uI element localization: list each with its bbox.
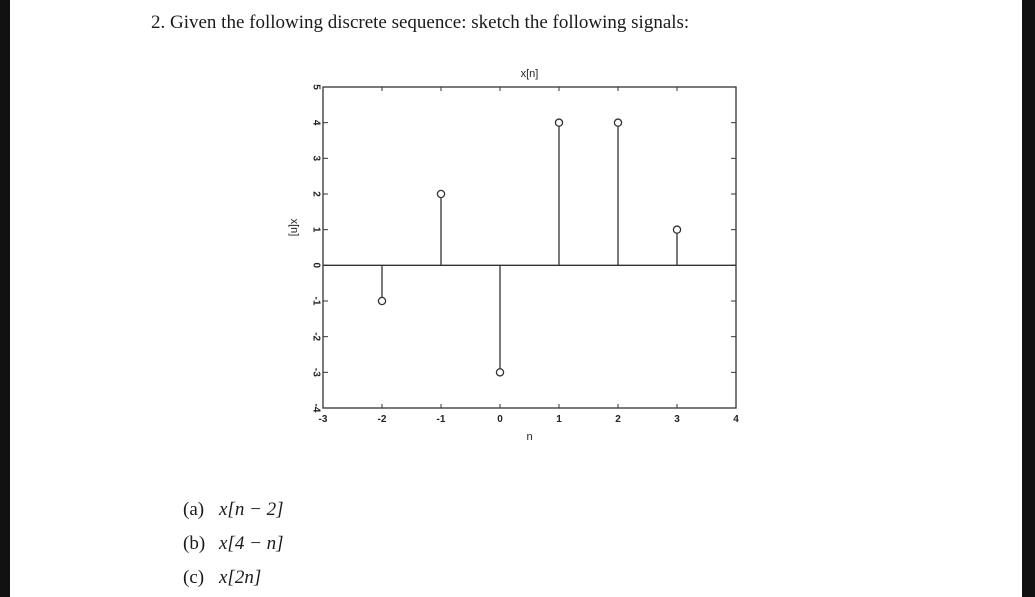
- part-b-mark: (b): [183, 533, 206, 554]
- y-tick-label: -3: [310, 367, 322, 377]
- part-a-expr: x[n − 2]: [219, 499, 284, 520]
- y-tick-label: 5: [310, 84, 322, 90]
- question-text: 2. Given the following discrete sequence: sketch the following signals:: [151, 12, 690, 33]
- y-tick-label: 4: [310, 119, 322, 126]
- y-tick-label: -4: [310, 403, 322, 413]
- part-b: [183, 527, 284, 561]
- chart-title: x[n]: [520, 68, 539, 80]
- plot-frame: [323, 87, 736, 408]
- part-a-mark: (a): [183, 499, 205, 520]
- stem-marker: [673, 226, 680, 233]
- part-c-mark: (c): [183, 567, 205, 588]
- stem-marker: [437, 190, 444, 197]
- y-axis-label: x[n]: [288, 218, 300, 237]
- part-c: [183, 561, 284, 595]
- x-tick-label: -2: [377, 414, 387, 425]
- y-tick-label: 3: [310, 155, 322, 162]
- x-tick-label: -3: [318, 414, 328, 425]
- stem-marker: [555, 119, 562, 126]
- x-tick-label: -1: [436, 414, 446, 425]
- y-tick-label: 0: [310, 262, 322, 269]
- y-tick-label: 2: [310, 191, 322, 197]
- stem-marker: [378, 297, 385, 304]
- x-tick-label: 3: [674, 414, 680, 425]
- stem-marker: [614, 119, 621, 126]
- y-tick-label: -2: [310, 332, 322, 342]
- part-b-expr: x[4 − n]: [219, 533, 284, 554]
- stem-marker: [496, 369, 503, 376]
- parts-list: [183, 493, 284, 595]
- part-c-expr: x[2n]: [219, 567, 262, 588]
- x-axis-label: n: [526, 431, 533, 443]
- x-tick-label: 1: [556, 414, 562, 425]
- x-tick-label: 0: [497, 414, 503, 425]
- x-tick-label: 2: [615, 414, 621, 425]
- y-tick-label: -1: [310, 296, 322, 306]
- x-tick-label: 4: [733, 414, 739, 425]
- y-tick-label: 1: [310, 226, 322, 233]
- part-a: [183, 493, 284, 527]
